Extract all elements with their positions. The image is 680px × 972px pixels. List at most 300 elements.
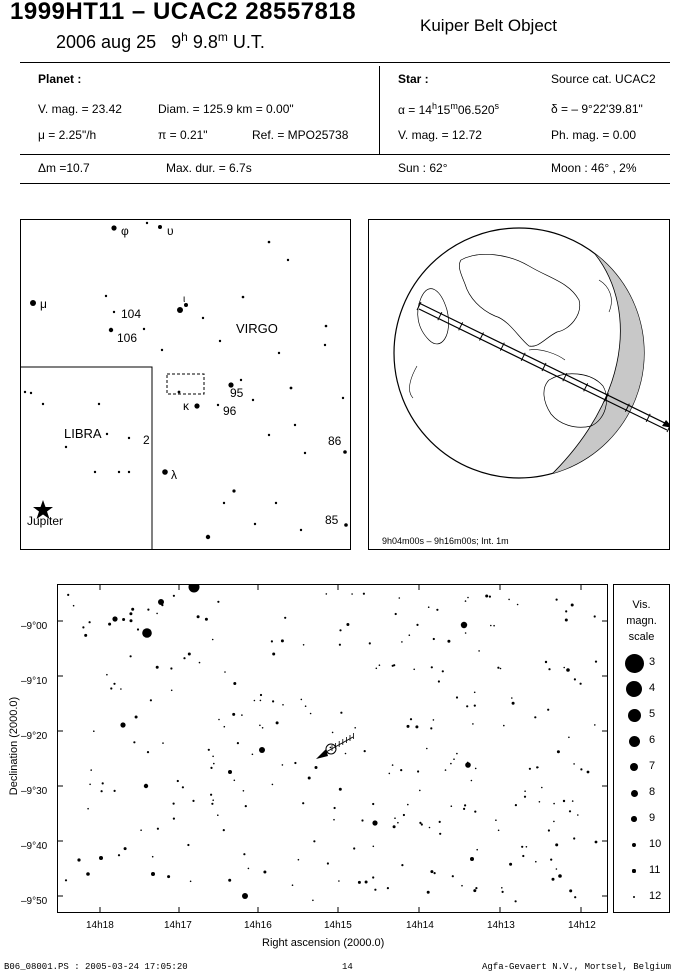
field-star-dot: [566, 668, 570, 672]
field-star-dot: [489, 596, 491, 598]
xtick-2: 14h16: [244, 920, 272, 931]
finder-star-dot: [24, 391, 26, 393]
field-star-dot: [417, 770, 419, 772]
field-star-dot: [223, 829, 225, 831]
field-star-dot: [99, 856, 103, 860]
label-85: 85: [325, 513, 339, 527]
field-star-dot: [65, 879, 67, 881]
field-star-dot: [426, 748, 428, 750]
field-star-dot: [374, 889, 376, 891]
field-star-dot: [189, 585, 200, 593]
field-star-dot: [147, 751, 149, 753]
field-star-dot: [553, 821, 555, 823]
field-star-dot: [93, 730, 95, 732]
field-star-dot: [241, 714, 243, 716]
field-star-dot: [301, 699, 303, 701]
field-star-dot: [524, 790, 526, 792]
field-star-dot: [373, 846, 375, 848]
field-star-dot: [199, 662, 201, 664]
field-star-dot: [511, 697, 513, 699]
star-heading: Star :: [398, 72, 429, 86]
field-star-dot: [284, 617, 286, 619]
field-star-dot: [188, 653, 191, 656]
field-star-dot: [392, 764, 394, 766]
field-star-dot: [315, 766, 318, 769]
field-star-dot: [550, 859, 552, 861]
finder-chart: [20, 219, 351, 550]
finder-star-dot: [219, 340, 221, 342]
xtick-4: 14h14: [406, 920, 434, 931]
field-star-dot: [82, 626, 84, 628]
field-star-dot: [208, 749, 210, 751]
field-star-dot: [260, 700, 262, 702]
finder-star-dot: [161, 349, 163, 351]
finder-star-dot: [304, 452, 306, 454]
field-star-dot: [526, 846, 528, 848]
legend-swatch-dot: [625, 654, 644, 673]
field-star-dot: [152, 856, 154, 858]
legend-swatch-dot: [632, 843, 636, 847]
info-divider: [379, 66, 380, 154]
field-star-dot: [157, 828, 159, 830]
field-star-dot: [495, 819, 497, 821]
field-star-dot: [358, 881, 361, 884]
field-star-dot: [572, 800, 574, 802]
field-star-dot: [259, 725, 261, 727]
label-106: 106: [117, 331, 138, 345]
legend-magnitude-label: 4: [649, 682, 656, 694]
field-star-dot: [503, 725, 505, 727]
y-axis-label: Declination (2000.0): [8, 696, 20, 796]
field-star-dot: [294, 762, 296, 764]
finder-star-dot: [217, 404, 219, 406]
field-star-dot: [260, 694, 262, 696]
finder-star-dot: [240, 379, 242, 381]
label-upsilon: υ: [167, 224, 174, 238]
field-star-dot: [351, 593, 353, 595]
field-star-dot: [517, 604, 519, 606]
field-star-dot: [210, 767, 212, 769]
field-star-dot: [474, 811, 476, 813]
field-star-dot: [354, 727, 356, 729]
field-star-dot: [475, 887, 477, 889]
field-star-dot: [569, 889, 572, 892]
finder-chart-canvas: [21, 220, 350, 549]
finder-star-dot: [290, 387, 293, 390]
field-star-dot: [536, 766, 538, 768]
field-star-dot: [144, 784, 148, 788]
xtick-6: 14h12: [568, 920, 596, 931]
field-star-dot: [553, 803, 555, 805]
legend-swatch-dot: [626, 681, 642, 697]
field-star-dot: [361, 819, 363, 821]
field-star-dot: [399, 597, 401, 599]
field-star-dot: [120, 688, 122, 690]
field-star-dot: [461, 885, 463, 887]
finder-star-dot: [202, 317, 204, 319]
finder-star-dot: [106, 433, 108, 435]
finder-star-dot: [177, 307, 183, 313]
finder-star-dot: [287, 259, 289, 261]
field-star-dot: [130, 619, 133, 622]
field-star-dot: [312, 900, 314, 902]
field-star-dot: [548, 829, 550, 831]
field-star-dot: [303, 644, 305, 646]
field-star-dot: [498, 830, 500, 832]
finder-star-dot: [268, 241, 271, 244]
field-star-dot: [89, 621, 91, 623]
label-libra: LIBRA: [64, 426, 102, 441]
field-star-dot: [470, 857, 474, 861]
field-star-dot: [580, 768, 582, 770]
event-minute: 9.8: [187, 32, 218, 52]
field-star-dot: [493, 625, 495, 627]
field-star-dot: [333, 819, 335, 821]
field-star-dot: [150, 699, 152, 701]
label-lambda: λ: [171, 468, 177, 482]
field-star-dot: [113, 683, 115, 685]
field-star-dot: [298, 859, 300, 861]
legend-magnitude-label: 12: [649, 890, 662, 902]
field-star-dot: [131, 608, 134, 611]
field-star-dot: [445, 769, 447, 771]
field-star-dot: [571, 604, 574, 607]
finder-star-dot: [300, 529, 302, 531]
field-star-dot: [522, 855, 524, 857]
field-star-dot: [500, 668, 502, 670]
legend-magnitude-label: 8: [649, 786, 656, 798]
finder-star-dot: [252, 399, 254, 401]
field-star-dot: [397, 822, 399, 824]
field-star-dot: [122, 618, 125, 621]
field-star-dot: [161, 604, 163, 606]
field-star-dot: [234, 780, 236, 782]
field-star-dot: [515, 900, 517, 902]
field-star-dot: [407, 804, 409, 806]
ytick-3: –9°30: [21, 786, 48, 797]
field-star-dot: [167, 875, 170, 878]
field-star-dot: [73, 605, 75, 607]
xtick-3: 14h15: [324, 920, 352, 931]
finder-star-dot: [242, 296, 245, 299]
field-star-dot: [429, 827, 431, 829]
field-star-dot: [272, 700, 274, 702]
field-star-dot: [192, 800, 194, 802]
field-star-dot: [379, 664, 381, 666]
finder-star-dot: [343, 450, 347, 454]
legend-magnitude-label: 3: [649, 656, 656, 668]
label-2: 2: [143, 433, 150, 447]
field-star-dot: [302, 802, 304, 804]
field-star-dot: [577, 814, 579, 816]
field-star-dot: [130, 655, 132, 657]
field-star-dot: [171, 690, 173, 692]
field-star-dot: [313, 840, 315, 842]
field-star-dot: [569, 810, 571, 812]
field-star-dot: [372, 803, 374, 805]
field-star-dot: [89, 784, 91, 786]
finder-star-dot: [98, 403, 100, 405]
field-star-dot: [177, 780, 179, 782]
finder-star-dot: [94, 471, 96, 473]
field-star-dot: [276, 722, 278, 724]
field-star-dot: [228, 879, 231, 882]
field-star-dot: [108, 623, 111, 626]
field-star-dot: [574, 678, 576, 680]
legend-magnitude-label: 10: [649, 838, 662, 850]
star-source-catalog: Source cat. UCAC2: [551, 72, 656, 86]
finder-star-dot: [254, 523, 256, 525]
field-star-dot: [557, 750, 560, 753]
field-star-dot: [387, 887, 389, 889]
field-star-dot: [409, 634, 411, 636]
label-iota: ι: [183, 294, 186, 305]
field-star-dot: [393, 825, 396, 828]
field-star-dot: [430, 870, 433, 873]
field-star-dot: [90, 769, 92, 771]
legend-swatch-dot: [628, 709, 641, 722]
field-star-dot: [416, 624, 418, 626]
field-star-dot: [86, 872, 90, 876]
field-star-dot: [263, 871, 266, 874]
field-star-dot: [439, 821, 441, 823]
field-star-dot: [515, 804, 517, 806]
field-star-dot: [211, 803, 213, 805]
finder-star-dot: [268, 434, 270, 436]
field-star-dot: [394, 817, 396, 819]
field-star-dot: [243, 853, 245, 855]
field-star-dot: [106, 674, 108, 676]
field-star-dot: [147, 609, 149, 611]
field-star-dot: [431, 666, 433, 668]
finder-star-dot: [206, 535, 210, 539]
field-star-dot: [210, 794, 212, 796]
legend-swatch-dot: [630, 763, 639, 772]
ytick-1: –9°10: [21, 676, 48, 687]
field-star-dot: [555, 843, 558, 846]
finder-star-dot: [30, 392, 32, 394]
field-star-dot: [541, 787, 543, 789]
field-star-dot: [547, 709, 549, 711]
field-star-dot: [224, 671, 226, 673]
field-star-dot: [173, 818, 175, 820]
field-star-dot: [534, 716, 536, 718]
field-star-dot: [369, 642, 371, 644]
field-star-dot: [427, 891, 430, 894]
field-star-dot: [587, 771, 590, 774]
field-star-dot: [456, 696, 458, 698]
field-star-dot: [87, 808, 89, 810]
field-star-dot: [133, 741, 135, 743]
field-star-dot: [156, 666, 159, 669]
max-duration: Max. dur. = 6.7s: [166, 161, 252, 175]
label-104: 104: [121, 307, 142, 321]
finder-star-dot: [143, 328, 145, 330]
field-star-dot: [558, 874, 562, 878]
field-star-dot: [451, 805, 453, 807]
path-direction-arrow-icon: [662, 420, 669, 428]
field-star-dot: [485, 595, 488, 598]
field-star-dot: [162, 742, 164, 744]
field-star-dot: [453, 758, 455, 760]
field-star-dot: [574, 896, 576, 898]
globe-panel: [368, 219, 670, 550]
field-star-dot: [140, 829, 142, 831]
field-star-dot: [450, 763, 452, 765]
field-star-dot: [433, 638, 435, 640]
label-virgo: VIRGO: [236, 321, 278, 336]
field-star-dot: [475, 768, 477, 770]
finder-star-dot: [324, 344, 326, 346]
finder-star-dot: [194, 403, 199, 408]
field-star-dot: [272, 784, 274, 786]
legend-swatch-dot: [631, 790, 638, 797]
ytick-5: –9°50: [21, 896, 48, 907]
planet-heading: Planet :: [38, 72, 82, 86]
field-star-dot: [282, 704, 284, 706]
field-star-dot: [124, 847, 127, 850]
field-star-dot: [497, 667, 499, 669]
field-star-dot: [135, 716, 138, 719]
field-star-dot: [346, 623, 349, 626]
legend-title-2: magn.: [626, 615, 657, 627]
field-star-dot: [224, 726, 226, 728]
field-star-dot: [407, 725, 410, 728]
field-star-dot: [212, 799, 214, 801]
finder-star-dot: [294, 424, 296, 426]
field-star-dot: [212, 756, 214, 758]
field-star-dot: [183, 657, 185, 659]
field-star-dot: [158, 599, 164, 605]
field-star-dot: [182, 786, 184, 788]
field-star-dot: [118, 854, 120, 856]
field-star-dot: [232, 713, 235, 716]
finder-star-dot: [111, 225, 116, 230]
field-star-dot: [395, 613, 397, 615]
field-star-dot: [156, 613, 158, 615]
field-star-dot: [259, 747, 265, 753]
magnitude-legend: [613, 584, 670, 913]
field-star-dot: [501, 887, 503, 889]
field-of-view-box: [167, 374, 204, 394]
field-star-dot: [110, 687, 112, 689]
field-star-dot: [439, 833, 441, 835]
field-star-dot: [213, 763, 215, 765]
finder-star-dot: [275, 502, 277, 504]
field-star-dot: [568, 737, 570, 739]
star-phmag: Ph. mag. = 0.00: [551, 128, 637, 142]
field-star-dot: [271, 640, 273, 642]
field-star-dot: [471, 780, 473, 782]
xtick-1: 14h17: [164, 920, 192, 931]
legend-title-3: scale: [628, 631, 655, 643]
field-star-dot: [372, 876, 374, 878]
legend-swatch-dot: [633, 896, 635, 898]
field-star-dot: [521, 846, 523, 848]
legend-magnitude-label: 7: [649, 760, 656, 772]
finder-star-dot: [65, 446, 67, 448]
finder-star-dot: [232, 489, 235, 492]
label-95: 95: [230, 386, 244, 400]
field-star-dot: [474, 705, 476, 707]
info-mid-rule: [20, 154, 670, 155]
finder-star-dot: [113, 311, 115, 313]
label-phi: φ: [121, 224, 129, 238]
field-star-dot: [467, 762, 469, 764]
field-star-dot: [389, 773, 391, 775]
moon-info: Moon : 46° , 2%: [551, 161, 637, 175]
field-star-dot: [508, 599, 510, 601]
field-star-dot: [438, 680, 440, 682]
field-star-dot: [464, 804, 466, 806]
planet-reference: Ref. = MPO25738: [252, 128, 349, 142]
field-star-dot: [339, 788, 342, 791]
field-star-dot: [509, 863, 512, 866]
field-star-dot: [217, 601, 219, 603]
field-star-dot: [580, 683, 582, 685]
label-jupiter: Jupiter: [27, 514, 64, 528]
planet-vmag: V. mag. = 23.42: [38, 102, 122, 116]
field-star-dot: [254, 700, 256, 702]
field-star-dot: [228, 770, 232, 774]
magnitude-drop: Δm =10.7: [38, 161, 90, 175]
field-star-dot: [433, 719, 435, 721]
field-star-dot: [272, 653, 275, 656]
field-star-dot: [452, 875, 454, 877]
field-star-dot: [187, 844, 189, 846]
field-star-dot: [205, 618, 208, 621]
sun-elongation: Sun : 62°: [398, 161, 448, 175]
finder-star-dot: [105, 295, 107, 297]
field-star-dot: [151, 872, 155, 876]
field-star-dot: [245, 805, 247, 807]
star-declination: δ = – 9°22'39.81": [551, 102, 643, 116]
field-star-dot: [102, 782, 104, 784]
planet-diameter: Diam. = 125.9 km = 0.00": [158, 102, 294, 116]
field-star-dot: [376, 668, 378, 670]
field-star-dot: [447, 640, 450, 643]
field-star-dot: [77, 858, 80, 861]
field-star-dot: [327, 862, 329, 864]
event-hour: 9: [171, 32, 182, 52]
info-top-rule: [20, 62, 670, 63]
legend-swatch-dot: [629, 736, 640, 747]
field-star-dot: [248, 868, 250, 870]
field-star-dot: [563, 667, 565, 669]
info-bottom-rule: [20, 183, 670, 184]
label-96: 96: [223, 404, 237, 418]
field-star-dot: [434, 872, 436, 874]
field-star-dot: [548, 668, 550, 670]
planet-parallax: π = 0.21": [158, 128, 208, 142]
finder-star-dot: [128, 437, 130, 439]
field-star-dot: [556, 868, 558, 870]
finder-star-dot: [158, 225, 162, 229]
field-star-dot: [372, 820, 377, 825]
finder-star-dot: [30, 300, 36, 306]
field-star-dot: [415, 725, 418, 728]
field-star-dot: [112, 616, 117, 621]
field-star-dot: [419, 790, 421, 792]
field-star-dot: [456, 753, 458, 755]
ytick-2: –9°20: [21, 731, 48, 742]
field-star-dot: [393, 664, 395, 666]
field-star-dot: [353, 847, 355, 849]
planet-motion: μ = 2.25"/h: [38, 128, 97, 142]
field-star-dot: [252, 754, 254, 756]
label-86: 86: [328, 434, 342, 448]
star-chart: [57, 584, 608, 913]
